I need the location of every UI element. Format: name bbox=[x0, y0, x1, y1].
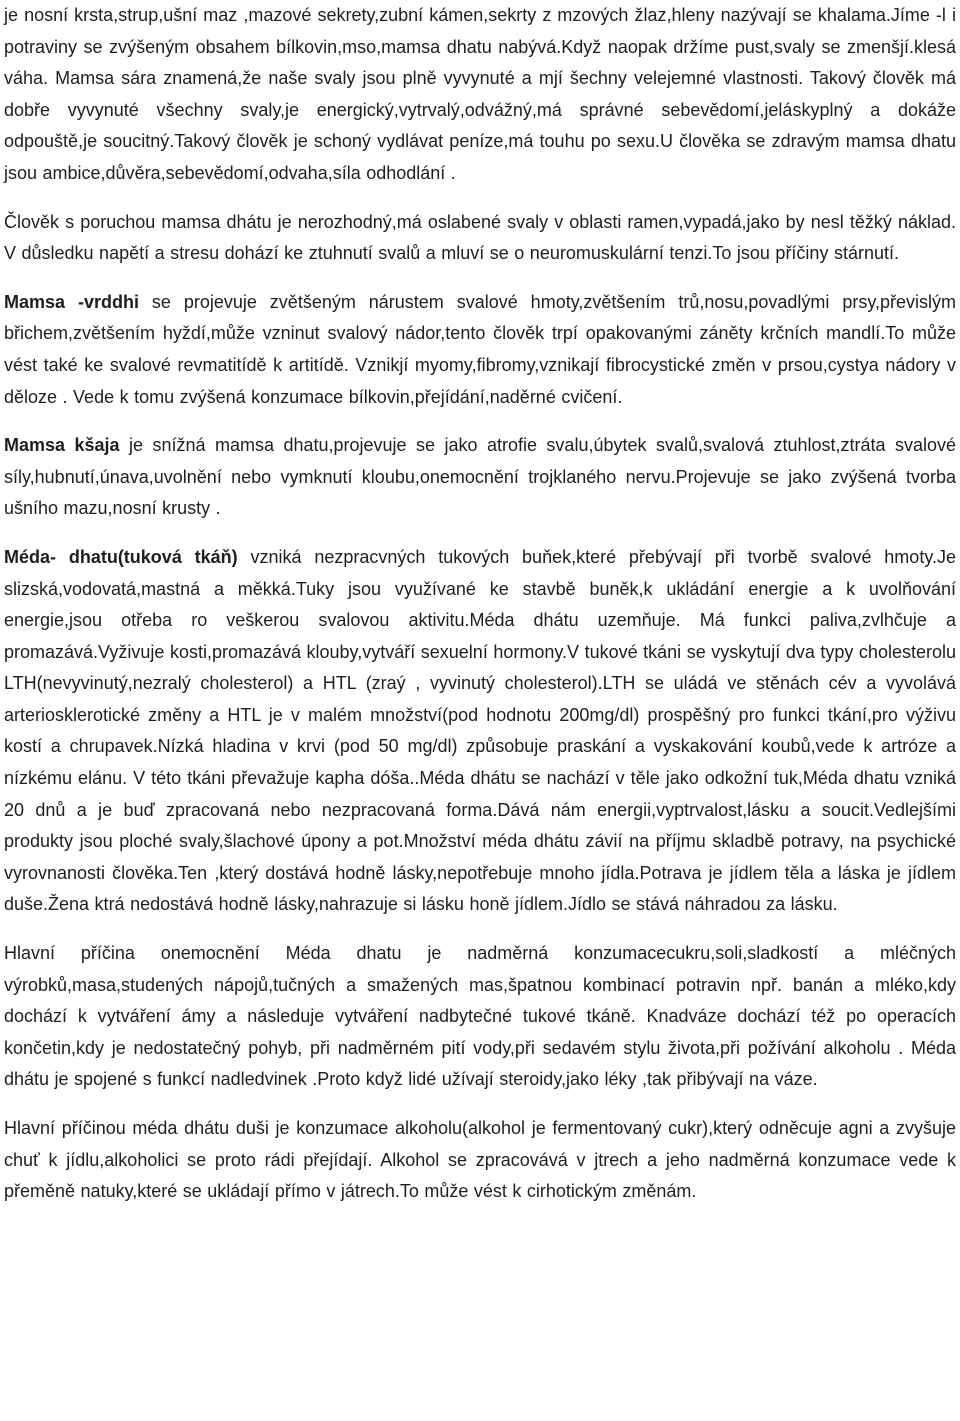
paragraph-mamsa-ksaja bbox=[4, 430, 956, 525]
paragraph-gap bbox=[4, 190, 956, 207]
text-run: Člověk s poruchou mamsa dhátu je nerozhodný,má oslabené svaly v oblasti ramen,vypadá,jako by nesl těžký náklad. V důsledku napětí a stresu dohází ke ztuhnutí svalů a mluví se o neuromuskulární tenzi.To jsou příčiny stárnutí. bbox=[4, 211, 956, 264]
paragraph-gap bbox=[4, 921, 956, 938]
term-heading: Méda- dhatu(tuková tkáň) bbox=[4, 546, 238, 567]
text-run: Hlavní příčina onemocnění Méda dhatu je nadměrná konzumacecukru,soli,sladkostí a mléčných výrobků,masa,studených nápojů,tučných a smažených mas,špatnou kombinací potravin npř. banán a mléko,kdy dochází k vytváření ámy a následuje vytváření nadbytečné tukové tkáně. Knadváze dochází též po operacích končetin,kdy je nedostatečný pohyb, při nadměrném pití vody,při sedavém stylu života,při požívání alkoholu . Méda dhátu je spojené s funkcí nadledvinek .Proto když lidé užívají steroidy,jako léky ,tak přibývají na váze. bbox=[4, 943, 956, 1090]
text-run: vzniká nezpracvných tukových buňek,které přebývají při tvorbě svalové hmoty.Je slizská,vodovatá,mastná a měkká.Tuky jsou využívané ke stavbě buněk,k ukládání energie a k uvolňování energie,jsou otřeba ro veškerou svalovou aktivitu.Méda dhátu uzemňuje. Má funkci paliva,zvlhčuje a promazává.Vyživuje kosti,promazává klouby,vytváří sexuelní hormony.V tukové tkáni se vyskytují dva typy cholesterolu LTH(nevyvinutý,nezralý cholesterol) a HTL (zraý , vyvinutý cholesterol).LTH se uládá ve stěnách cév a vyvolává arteriosklerotické změny a HTL je v malém množství(pod hodnotu 200mg/dl) prospěšný pro funkci tkání,pro výživu kostí a chrupavek.Nízká hladina v krvi (pod 50 mg/dl) způsobuje praskání a vyskakování koubů,vede k artróze a nízkému elánu. V této tkáni převažuje kapha dóša..Méda dhátu se nachází v těle jako odkožní tuk,Méda dhatu vzniká 20 dnů a je buď zpracovaná nebo nezpracovaná forma.Dává nám energii,vyptrvalost,lásku a soucit.Vedlejšími produkty jsou ploché svaly,šlachové úpony a pot.Množství méda dhátu závií na příjmu skladbě potravy, na psychické vyrovnanosti člověka.Ten ,který dostává hodně lásky,nepotřebuje mnoho jídla.Potrava je jídlem těla a láska je jídlem duše.Žena ktrá nedostává hodně lásky,nahrazuje si lásku honě jídlem.Jídlo se stává náhradou za lásku. bbox=[4, 546, 956, 915]
paragraph-meda-dhatu bbox=[4, 542, 956, 921]
paragraph-mamsa-disorder bbox=[4, 207, 956, 270]
text-run: Hlavní příčinou méda dhátu duši je konzumace alkoholu(alkohol je fermentovaný cukr),který odněcuje agni a zvyšuje chuť k jídlu,alkoholici se proto rádi přejídají. Alkohol se zpracovává v jtrech a jeho nadměrná konzumace vede k přeměně natuky,které se ukládají přímo v játrech.To může vést k cirhotickým změnám. bbox=[4, 1118, 956, 1202]
text-run: se projevuje zvětšeným nárustem svalové hmoty,zvětšením trů,nosu,povadlými prsy,převislým břichem,zvětšením hyždí,může vzninut svalový nádor,tento člověk trpí opakovanými záněty krčních mandlí.To může vést také ke svalové revmatitídě k artitídě. Vznikjí myomy,fibromy,vznikají fibrocystické změn v prsou,cystya nádory v děloze . Vede k tomu zvýšená konzumace bílkovin,přejídání,naděrné cvičení. bbox=[4, 291, 957, 407]
text-run: je snížná mamsa dhatu,projevuje se jako atrofie svalu,úbytek svalů,svalová ztuhlost,ztráta svalové síly,hubnutí,únava,uvolnění nebo vymknutí kloubu,onemocnění trojklaného nervu.Projevuje se jako zvýšená tvorba ušního mazu,nosní krusty . bbox=[4, 435, 957, 519]
term-heading: Mamsa -vrddhi bbox=[4, 291, 139, 312]
paragraph-gap bbox=[4, 270, 956, 287]
paragraph-meda-causes bbox=[4, 938, 956, 1096]
paragraph-gap bbox=[4, 1096, 956, 1113]
term-heading: Mamsa kšaja bbox=[4, 435, 120, 456]
text-run: je nosní krsta,strup,ušní maz ,mazové sekrety,zubní kámen,sekrty z mzových žlaz,hleny nazývají se khalama.Jíme -l i potraviny se zvýšeným obsahem bílkovin,mso,mamsa dhatu nabývá.Když naopak držíme pust,svaly se zmenšjí.klesá váha. Mamsa sára znamená,že naše svaly jsou plně vyvynuté a mjí šechny velejemné vlastnosti. Takový člověk má dobře vyvynuté všechny svaly,je energický,vytrvalý,odvážný,má správné sebevědomí,jeláskyplný a dokáže odpouště,je soucitný.Takový člověk je schoný vydlávat peníze,má touhu po sexu.U člověka se zdravým mamsa dhatu jsou ambice,důvěra,sebevědomí,odvaha,síla odhodlání . bbox=[4, 5, 956, 183]
paragraph-mamsa-sara bbox=[4, 0, 956, 190]
paragraph-gap bbox=[4, 525, 956, 542]
paragraph-meda-alcohol bbox=[4, 1113, 956, 1208]
document-page bbox=[4, 0, 956, 1208]
paragraph-mamsa-vrddhi bbox=[4, 287, 956, 413]
paragraph-gap bbox=[4, 413, 956, 430]
